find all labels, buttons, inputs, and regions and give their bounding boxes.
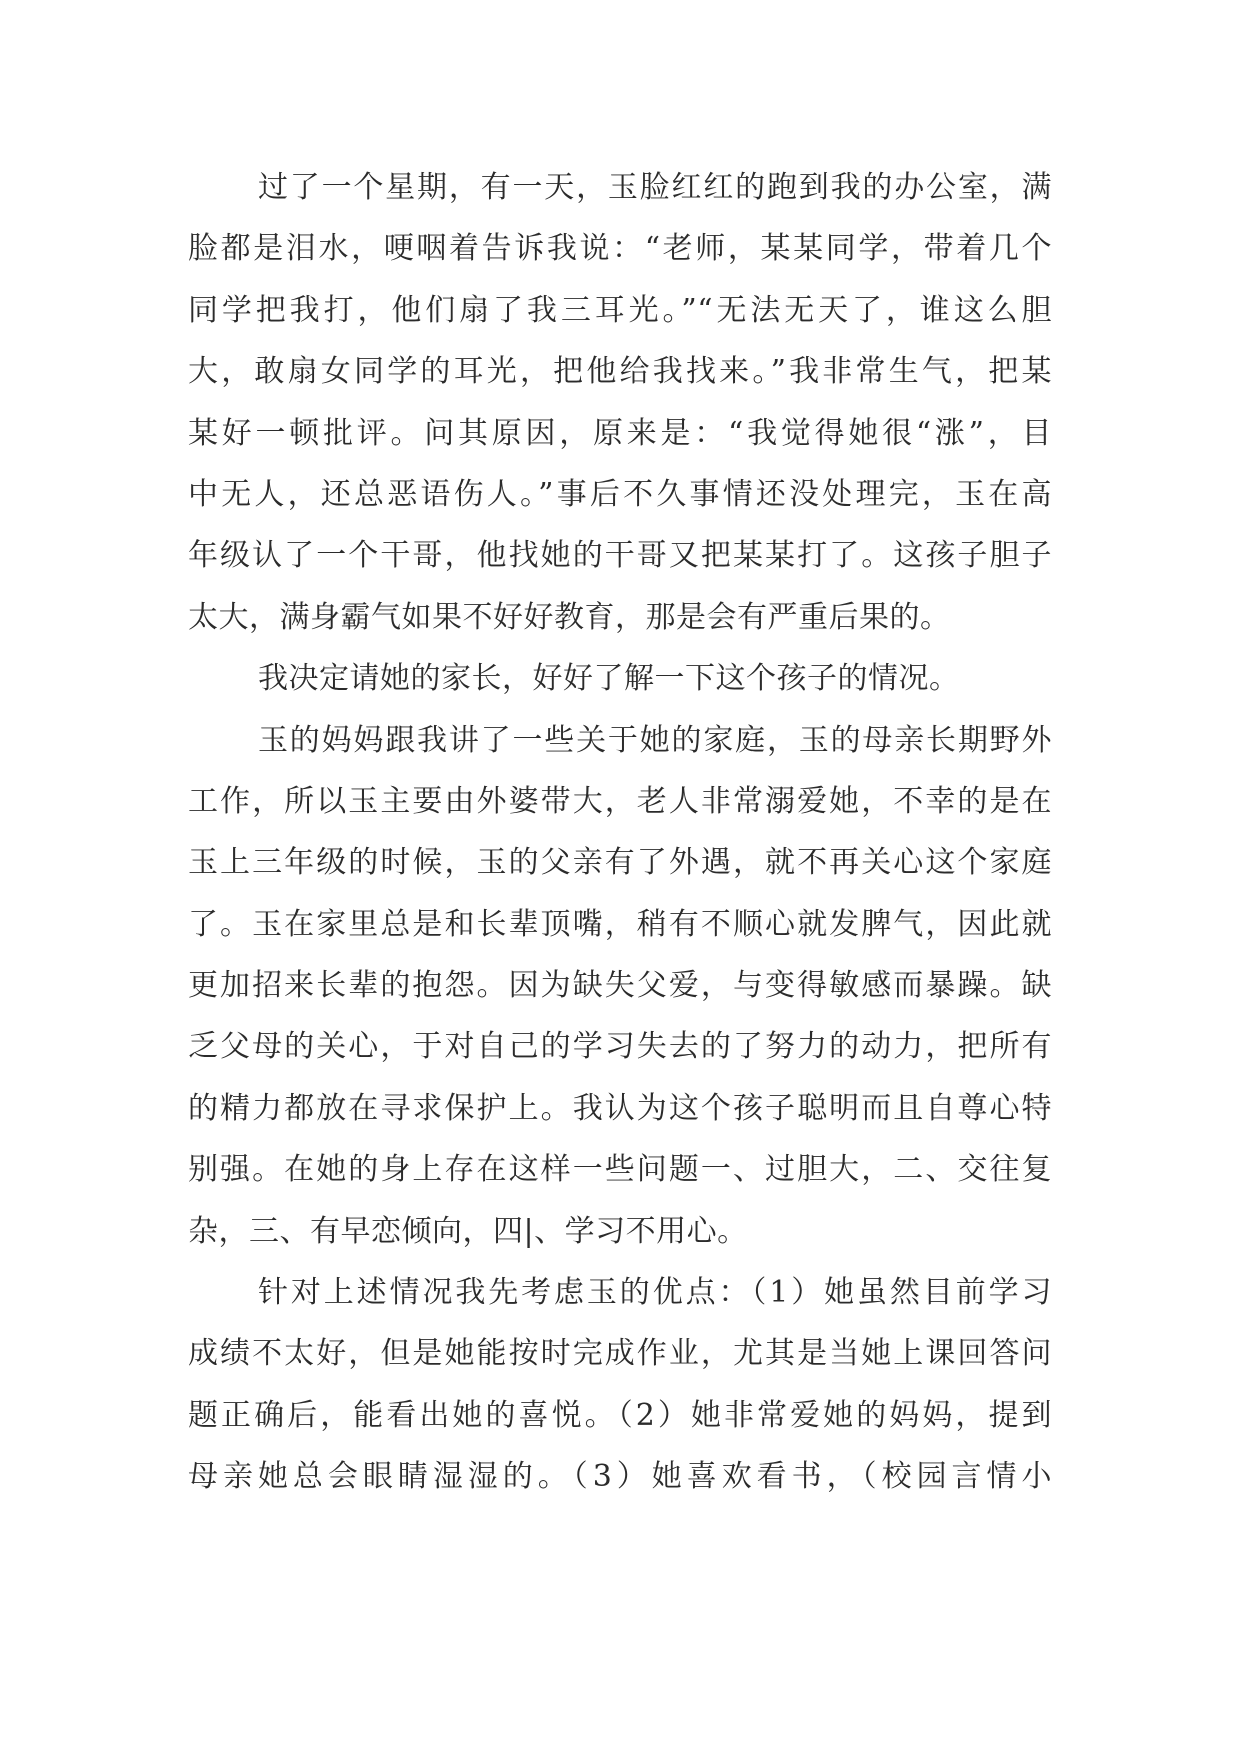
paragraph-line: 乏父母的关心，于对自己的学习失去的了努力的动力，把所有 [188, 1029, 1052, 1065]
paragraph-line: 同学把我打，他们扇了我三耳光。”“无法无天了，谁这么胆 [188, 292, 1052, 328]
paragraph-line: 某好一顿批评。问其原因，原来是：“我觉得她很“涨”，目 [188, 415, 1052, 451]
paragraph-line: 了。玉在家里总是和长辈顶嘴，稍有不顺心就发脾气，因此就 [188, 906, 1052, 942]
paragraph-line: 题正确后，能看出她的喜悦。（2）她非常爱她的妈妈，提到 [188, 1397, 1052, 1433]
paragraph-line: 我决定请她的家长，好好了解一下这个孩子的情况。 [258, 661, 960, 697]
paragraph-line: 别强。在她的身上存在这样一些问题一、过胆大，二、交往复 [188, 1152, 1052, 1188]
paragraph-line: 脸都是泪水，哽咽着告诉我说：“老师，某某同学，带着几个 [188, 231, 1052, 267]
paragraph-4 [188, 1262, 1052, 1508]
paragraph-line: 年级认了一个干哥，他找她的干哥又把某某打了。这孩子胆子 [188, 538, 1052, 574]
paragraph-line: 更加招来长辈的抱怨。因为缺失父爱，与变得敏感而暴躁。缺 [188, 968, 1052, 1004]
paragraph-line: 针对上述情况我先考虑玉的优点：（1）她虽然目前学习 [258, 1275, 1052, 1311]
paragraph-1 [188, 157, 1052, 648]
paragraph-line: 杂，三、有早恋倾向，四|、学习不用心。 [188, 1213, 748, 1249]
paragraph-line: 大，敢扇女同学的耳光，把他给我找来。”我非常生气，把某 [188, 354, 1052, 390]
paragraph-2 [188, 648, 1052, 709]
paragraph-line: 成绩不太好，但是她能按时完成作业，尤其是当她上课回答问 [188, 1336, 1052, 1372]
paragraph-line: 工作，所以玉主要由外婆带大，老人非常溺爱她，不幸的是在 [188, 783, 1052, 819]
paragraph-line: 玉的妈妈跟我讲了一些关于她的家庭，玉的母亲长期野外 [258, 722, 1052, 758]
paragraph-line: 中无人，还总恶语伤人。”事后不久事情还没处理完，玉在高 [188, 476, 1052, 512]
paragraph-3 [188, 710, 1052, 1263]
paragraph-line: 过了一个星期，有一天，玉脸红红的跑到我的办公室，满 [258, 170, 1052, 205]
paragraph-line: 玉上三年级的时候，玉的父亲有了外遇，就不再关心这个家庭 [188, 845, 1052, 881]
paragraph-line: 的精力都放在寻求保护上。我认为这个孩子聪明而且自尊心特 [188, 1090, 1052, 1126]
body-text [188, 157, 1052, 1508]
paragraph-line: 母亲她总会眼睛湿湿的。（3）她喜欢看书，（校园言情小 [188, 1459, 1052, 1495]
paragraph-line: 太大，满身霸气如果不好好教育，那是会有严重后果的。 [188, 599, 951, 635]
